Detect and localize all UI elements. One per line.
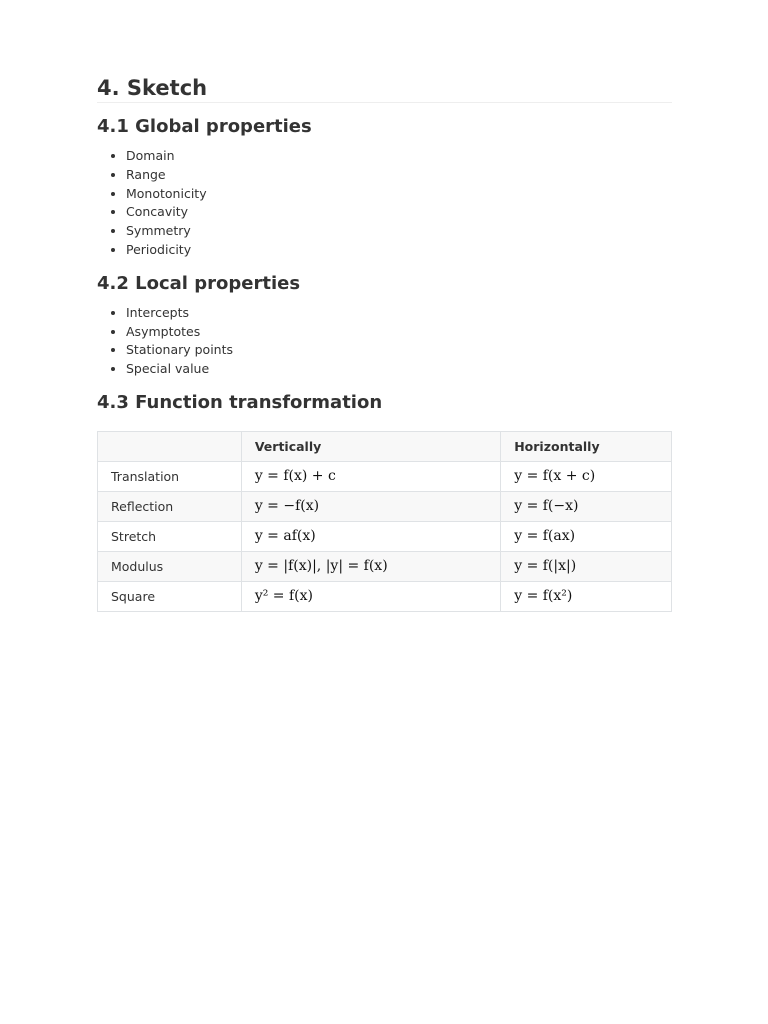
list-item: Periodicity bbox=[126, 241, 672, 260]
horizontal-formula: y = f(x + c) bbox=[501, 461, 672, 491]
horizontal-formula: y = f(|x|) bbox=[501, 551, 672, 581]
row-label: Modulus bbox=[98, 551, 242, 581]
table-row bbox=[98, 551, 672, 581]
table-row bbox=[98, 521, 672, 551]
row-label: Square bbox=[98, 581, 242, 611]
vertical-formula: y = af(x) bbox=[241, 521, 500, 551]
list-item: Asymptotes bbox=[126, 323, 672, 342]
list-item: Special value bbox=[126, 360, 672, 379]
vertical-formula: y = f(x) + c bbox=[241, 461, 500, 491]
table-header-row bbox=[98, 431, 672, 461]
list-item: Domain bbox=[126, 147, 672, 166]
row-label: Reflection bbox=[98, 491, 242, 521]
table-header-cell: Horizontally bbox=[501, 431, 672, 461]
list-item: Range bbox=[126, 166, 672, 185]
table-row bbox=[98, 581, 672, 611]
horizontal-formula: y = f(ax) bbox=[501, 521, 672, 551]
local-properties-list bbox=[97, 304, 672, 379]
table-header-cell: Vertically bbox=[241, 431, 500, 461]
row-label: Stretch bbox=[98, 521, 242, 551]
list-item: Monotonicity bbox=[126, 185, 672, 204]
table-row bbox=[98, 491, 672, 521]
row-label: Translation bbox=[98, 461, 242, 491]
vertical-formula: y = |f(x)|, |y| = f(x) bbox=[241, 551, 500, 581]
vertical-formula: y = −f(x) bbox=[241, 491, 500, 521]
page-title: 4. Sketch bbox=[97, 74, 672, 103]
list-item: Concavity bbox=[126, 203, 672, 222]
horizontal-formula: y = f(x²) bbox=[501, 581, 672, 611]
section-heading-transformation: 4.3 Function transformation bbox=[97, 391, 383, 413]
list-item: Stationary points bbox=[126, 341, 672, 360]
transformation-table bbox=[97, 431, 672, 612]
horizontal-formula: y = f(−x) bbox=[501, 491, 672, 521]
table-header-cell bbox=[98, 431, 242, 461]
table-row bbox=[98, 461, 672, 491]
section-heading-global: 4.1 Global properties bbox=[97, 116, 312, 137]
list-item: Symmetry bbox=[126, 222, 672, 241]
vertical-formula: y² = f(x) bbox=[241, 581, 500, 611]
document-page bbox=[97, 74, 672, 612]
list-item: Intercepts bbox=[126, 304, 672, 323]
section-heading-local: 4.2 Local properties bbox=[97, 272, 301, 294]
global-properties-list bbox=[97, 147, 672, 260]
